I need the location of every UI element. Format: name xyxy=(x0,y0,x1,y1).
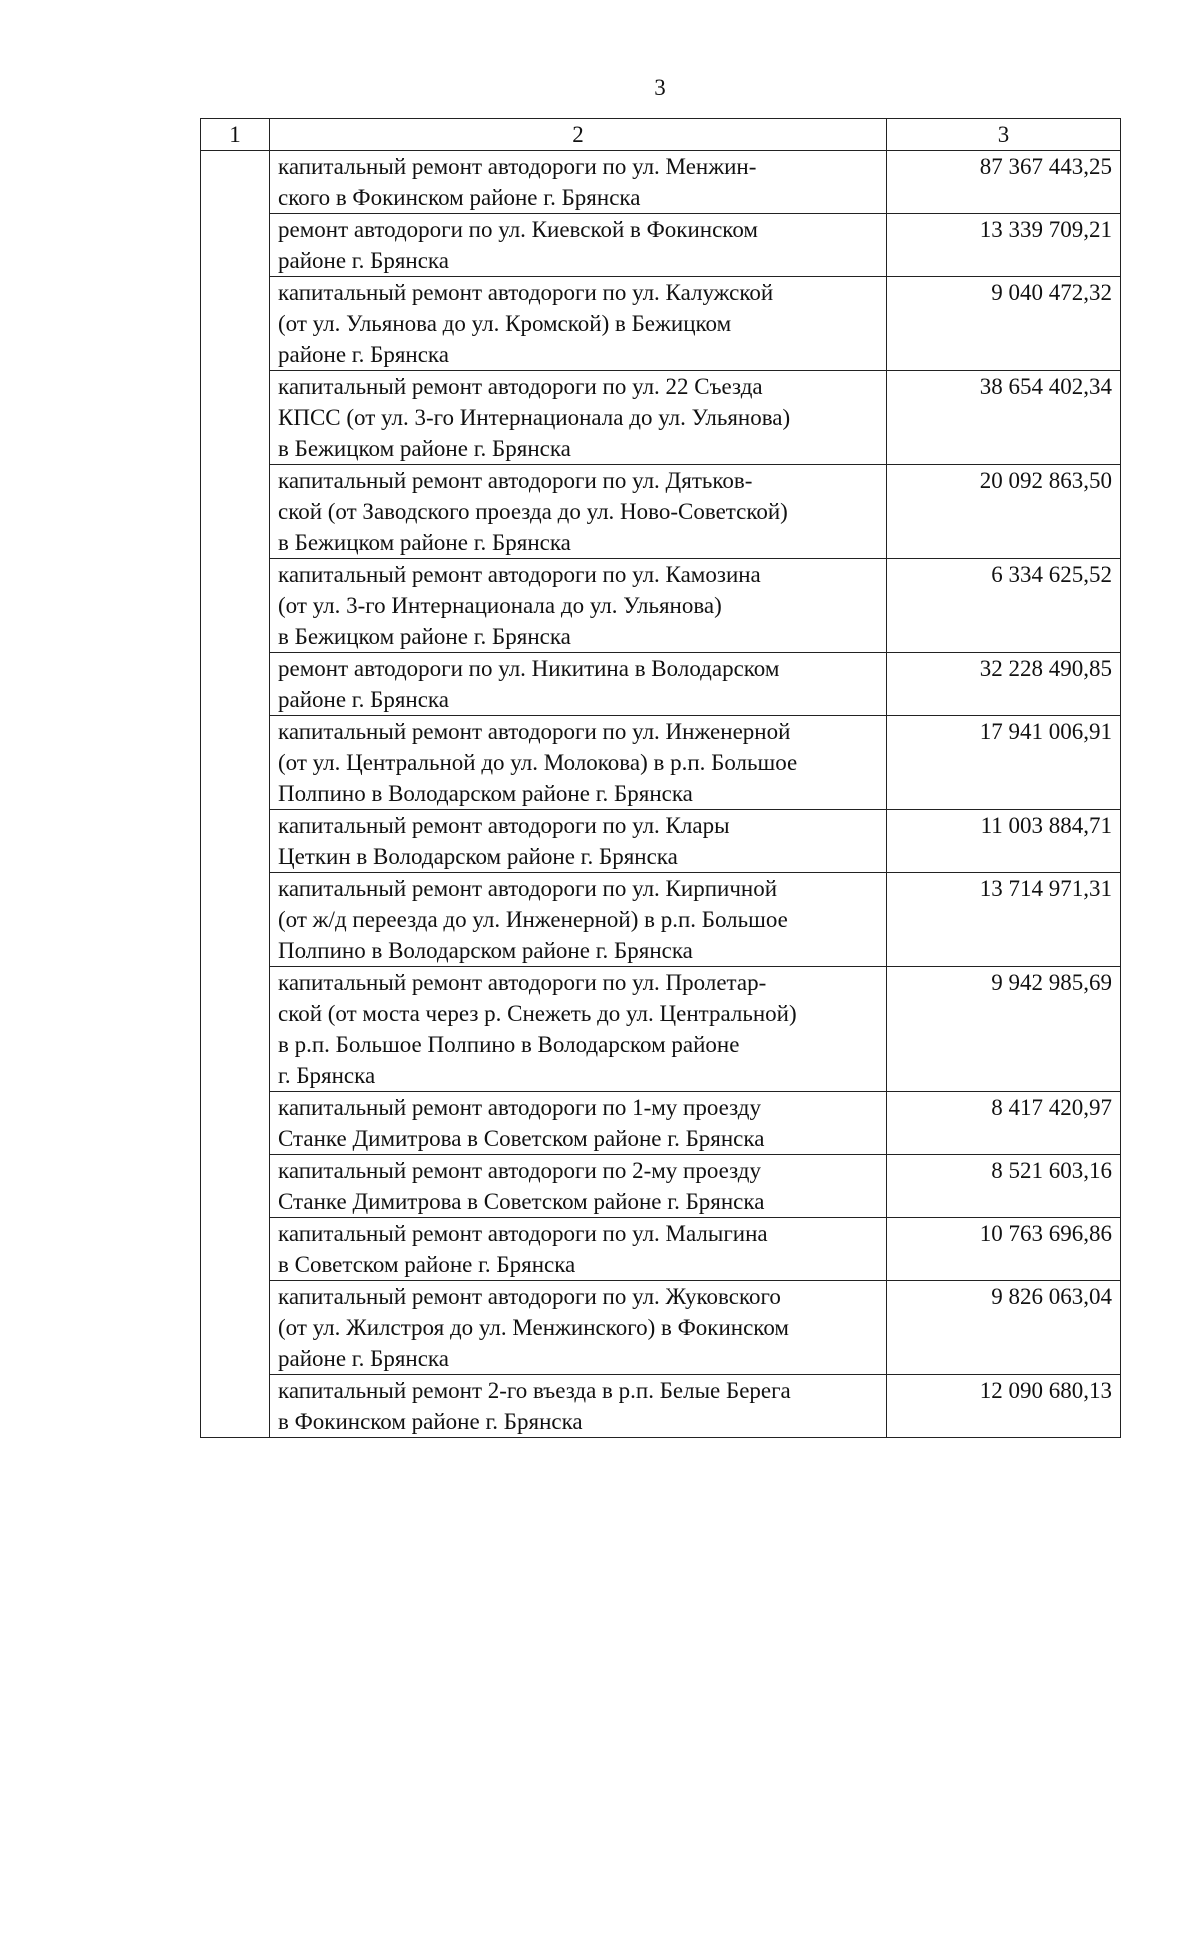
table-row xyxy=(201,465,1121,559)
table-row xyxy=(201,1218,1121,1281)
row-amount: 17 941 006,91 xyxy=(887,716,1121,810)
description-line: (от ул. Жилстроя до ул. Менжинского) в Фокинском xyxy=(278,1315,789,1340)
description-line: капитальный ремонт 2-го въезда в р.п. Белые Берега xyxy=(278,1378,791,1403)
table-row xyxy=(201,1155,1121,1218)
index-cell xyxy=(201,151,270,1438)
row-description xyxy=(270,810,887,873)
row-amount: 9 826 063,04 xyxy=(887,1281,1121,1375)
description-line: ремонт автодороги по ул. Киевской в Фокинском xyxy=(278,217,758,242)
row-description xyxy=(270,716,887,810)
row-amount: 13 714 971,31 xyxy=(887,873,1121,967)
table-row xyxy=(201,1092,1121,1155)
description-line: районе г. Брянска xyxy=(278,687,449,712)
table-row xyxy=(201,214,1121,277)
description-line: капитальный ремонт автодороги по 1-му проезду xyxy=(278,1095,761,1120)
row-amount: 38 654 402,34 xyxy=(887,371,1121,465)
row-amount: 13 339 709,21 xyxy=(887,214,1121,277)
row-description xyxy=(270,277,887,371)
row-amount: 20 092 863,50 xyxy=(887,465,1121,559)
description-line: капитальный ремонт автодороги по 2-му проезду xyxy=(278,1158,761,1183)
row-amount: 12 090 680,13 xyxy=(887,1375,1121,1438)
row-amount: 9 040 472,32 xyxy=(887,277,1121,371)
description-line: КПСС (от ул. 3-го Интернационала до ул. Ульянова) xyxy=(278,405,791,430)
description-line: (от ж/д переезда до ул. Инженерной) в р.п. Большое xyxy=(278,907,788,932)
description-line: в р.п. Большое Полпино в Володарском районе xyxy=(278,1032,740,1057)
description-line: ской (от Заводского проезда до ул. Ново-Советской) xyxy=(278,499,788,524)
description-line: в Советском районе г. Брянска xyxy=(278,1252,576,1277)
description-line: (от ул. Центральной до ул. Молокова) в р.п. Большое xyxy=(278,750,798,775)
description-line: капитальный ремонт автодороги по ул. Клары xyxy=(278,813,730,838)
description-line: районе г. Брянска xyxy=(278,248,449,273)
description-line: Цеткин в Володарском районе г. Брянска xyxy=(278,844,678,869)
row-amount: 10 763 696,86 xyxy=(887,1218,1121,1281)
description-line: капитальный ремонт автодороги по ул. Пролетар- xyxy=(278,970,767,995)
budget-table xyxy=(200,118,1121,1438)
description-line: в Фокинском районе г. Брянска xyxy=(278,1409,583,1434)
row-amount: 87 367 443,25 xyxy=(887,151,1121,214)
row-amount: 8 417 420,97 xyxy=(887,1092,1121,1155)
header-col-1: 1 xyxy=(201,119,270,151)
row-description xyxy=(270,653,887,716)
row-description xyxy=(270,1375,887,1438)
row-description xyxy=(270,967,887,1092)
row-description xyxy=(270,873,887,967)
description-line: капитальный ремонт автодороги по ул. 22 Съезда xyxy=(278,374,763,399)
row-description xyxy=(270,1218,887,1281)
row-amount: 8 521 603,16 xyxy=(887,1155,1121,1218)
header-col-3: 3 xyxy=(887,119,1121,151)
description-line: (от ул. Ульянова до ул. Кромской) в Бежицком xyxy=(278,311,732,336)
table-header-row xyxy=(201,119,1121,151)
description-line: капитальный ремонт автодороги по ул. Инженерной xyxy=(278,719,791,744)
description-line: в Бежицком районе г. Брянска xyxy=(278,530,571,555)
description-line: в Бежицком районе г. Брянска xyxy=(278,436,571,461)
row-amount: 6 334 625,52 xyxy=(887,559,1121,653)
row-description xyxy=(270,559,887,653)
description-line: капитальный ремонт автодороги по ул. Малыгина xyxy=(278,1221,768,1246)
table-row xyxy=(201,1281,1121,1375)
description-line: ремонт автодороги по ул. Никитина в Володарском xyxy=(278,656,780,681)
table-row xyxy=(201,151,1121,214)
row-description xyxy=(270,371,887,465)
description-line: Станке Димитрова в Советском районе г. Брянска xyxy=(278,1126,765,1151)
row-description xyxy=(270,214,887,277)
description-line: ского в Фокинском районе г. Брянска xyxy=(278,185,641,210)
table-row xyxy=(201,371,1121,465)
description-line: капитальный ремонт автодороги по ул. Дятьков- xyxy=(278,468,753,493)
row-amount: 32 228 490,85 xyxy=(887,653,1121,716)
description-line: г. Брянска xyxy=(278,1063,376,1088)
description-line: районе г. Брянска xyxy=(278,342,449,367)
row-description xyxy=(270,151,887,214)
row-description xyxy=(270,1281,887,1375)
description-line: Станке Димитрова в Советском районе г. Брянска xyxy=(278,1189,765,1214)
table-row xyxy=(201,873,1121,967)
description-line: капитальный ремонт автодороги по ул. Камозина xyxy=(278,562,761,587)
table-row xyxy=(201,967,1121,1092)
row-amount: 11 003 884,71 xyxy=(887,810,1121,873)
table-row xyxy=(201,716,1121,810)
description-line: капитальный ремонт автодороги по ул. Кирпичной xyxy=(278,876,778,901)
description-line: Полпино в Володарском районе г. Брянска xyxy=(278,781,693,806)
table-row xyxy=(201,810,1121,873)
description-line: Полпино в Володарском районе г. Брянска xyxy=(278,938,693,963)
row-amount: 9 942 985,69 xyxy=(887,967,1121,1092)
description-line: в Бежицком районе г. Брянска xyxy=(278,624,571,649)
row-description xyxy=(270,465,887,559)
row-description xyxy=(270,1155,887,1218)
description-line: капитальный ремонт автодороги по ул. Жуковского xyxy=(278,1284,781,1309)
description-line: ской (от моста через р. Снежеть до ул. Центральной) xyxy=(278,1001,797,1026)
description-line: капитальный ремонт автодороги по ул. Менжин- xyxy=(278,154,757,179)
description-line: капитальный ремонт автодороги по ул. Калужской xyxy=(278,280,774,305)
header-col-2: 2 xyxy=(270,119,887,151)
table-row xyxy=(201,559,1121,653)
row-description xyxy=(270,1092,887,1155)
table-row xyxy=(201,1375,1121,1438)
page-number: 3 xyxy=(654,75,666,100)
description-line: районе г. Брянска xyxy=(278,1346,449,1371)
description-line: (от ул. 3-го Интернационала до ул. Ульянова) xyxy=(278,593,722,618)
table-row xyxy=(201,277,1121,371)
table-row xyxy=(201,653,1121,716)
